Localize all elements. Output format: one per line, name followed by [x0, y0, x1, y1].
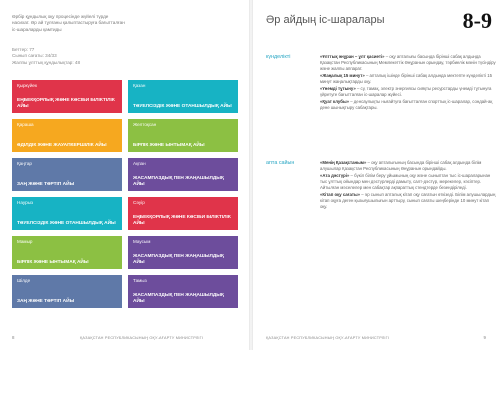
section-body [320, 54, 496, 112]
activity-title: «Қуат клубы» [320, 98, 350, 104]
month-category: ЕҢБЕКҚОРЛЫҚ ЖӘНЕ КӘСІБИ БІЛІКТІЛІК АЙЫ [17, 98, 115, 109]
right-page [254, 0, 500, 350]
activity-item [320, 99, 496, 111]
month-category: ТӘУЕЛСІЗДІК ЖӘНЕ ОТАНШЫЛДЫҚ АЙЫ [17, 220, 116, 226]
month-category: ЖАСАМПАЗДЫҚ ПЕН ЖАҢАШЫЛДЫҚ АЙЫ [133, 293, 224, 304]
month-name: Қаңтар [17, 161, 32, 166]
month-name: Қараша [17, 122, 34, 127]
month-name: Желтоқсан [133, 122, 157, 127]
month-name: Шілде [17, 278, 31, 283]
month-tile [128, 80, 238, 113]
activity-title: «Менің Қазақстаным» [320, 160, 367, 165]
activity-text: – оқу апталығының басында бірінші сабақ алдында білім алушылар Қазақстан Республикасының Әнұранын орындайды. [320, 160, 482, 172]
month-name: Наурыз [17, 200, 34, 205]
activity-text: – су, тамақ, электр энергиясы сияқты ресурстарды үнемді тұтынуға үйретуге бағытталған іс-шаралар жүйесі. [320, 86, 492, 98]
section-body [320, 160, 496, 211]
left-page [0, 0, 248, 350]
activity-title: «Ұлттық әнұран – ұлт қасиеті» [320, 54, 385, 59]
month-category: ТӘУЕЛСІЗДІК ЖӘНЕ ОТАНШЫЛДЫҚ АЙЫ [133, 103, 232, 109]
page-title: Әр айдың іс-шаралары [266, 14, 385, 26]
activity-item [320, 192, 496, 211]
meta-line: Беттер: 77 [12, 47, 35, 52]
activity-item [320, 54, 496, 73]
meta-info [12, 47, 152, 66]
activity-item [320, 73, 496, 85]
activity-item [320, 160, 496, 172]
activity-item [320, 86, 496, 98]
activity-title: «Кітап оқу сағаты» [320, 192, 361, 198]
month-tile [12, 80, 122, 113]
month-name: Қазан [133, 83, 146, 88]
page-footer: ҚАЗАҚСТАН РЕСПУБЛИКАСЫНЫҢ ОҚУ-АҒАРТУ МИНИСТРЛІГІ [266, 336, 390, 340]
month-category: ЗАҢ ЖӘНЕ ТӘРТІП АЙЫ [17, 181, 75, 187]
month-name: Тамыз [133, 278, 147, 283]
month-name: Сәуір [133, 200, 145, 205]
month-tile [12, 119, 122, 152]
month-tile [12, 275, 122, 308]
page-range: 8-9 [462, 8, 492, 33]
section-label: апта сайын [266, 160, 295, 166]
activity-title: «Жаңалық 15 минут» [320, 73, 365, 79]
month-tile [12, 158, 122, 191]
month-category: ӘДІЛДІК ЖӘНЕ ЖАУАПКЕРШІЛІК АЙЫ [17, 142, 107, 148]
month-category: БІРЛІК ЖӘНЕ ЫНТЫМАҚ АЙЫ [17, 259, 89, 265]
month-category: ЖАСАМПАЗДЫҚ ПЕН ЖАҢАШЫЛДЫҚ АЙЫ [133, 254, 224, 265]
month-tile [128, 275, 238, 308]
meta-line: Сынып сағаты: 34/33 [12, 53, 57, 59]
activity-text: – оқу апталығы басында бірінші сабақ алдында Қазақстан Республикасының Мемлекеттік Әнұранын орындау, тәрбиелік мәнін түсіндіру және жалпы аппарат. [320, 54, 496, 72]
month-tile [128, 119, 238, 152]
activity-item [320, 173, 496, 192]
activity-text: – әр сынып апталық кітап оқу сағатын өткізеді. Білім алушылардың кітап оқуға деген қызығушылығын арттыру, сынып сағаты шеңберінде 10 минут кітап оқу. [320, 192, 496, 210]
month-tile [12, 236, 122, 269]
month-name: Қыркүйек [17, 83, 37, 88]
month-tile [128, 236, 238, 269]
page-number: 9 [483, 335, 486, 340]
month-name: Мамыр [17, 239, 33, 244]
month-name: Маусым [133, 239, 151, 244]
month-category: ЖАСАМПАЗДЫҚ ПЕН ЖАҢАШЫЛДЫҚ АЙЫ [133, 176, 224, 187]
book-gutter [249, 0, 253, 350]
activity-text: – денсаулықты нығайтуға бағытталған спорттық іс-шаралар, сондай-ақ дене шынықтыру сабақтары. [320, 98, 493, 111]
month-tile [12, 197, 122, 230]
activity-text: – бүкіл білім беру ұйымының оқу және сыныптан тыс іс-шараларынан тыс ұлттық ойындар мен дәстүрлерді дамыту, салт-дәстүр, мерекелер, кәсіптер. Айтылған мәселелер мен сабақтар ақпараттық стендтерде безендіріледі. [320, 172, 491, 191]
month-tile [128, 158, 238, 191]
page-number: 8 [12, 335, 15, 340]
intro-text: Өрбір құндылық оқу процесінде жүйелі түрде насихат. Әр ай тұлғаны қалыптастыруға бағытталған іс-шараларды қамтиды [12, 14, 125, 32]
section-label: күнделікті [266, 54, 291, 60]
page-footer: ҚАЗАҚСТАН РЕСПУБЛИКАСЫНЫҢ ОҚУ-АҒАРТУ МИНИСТРЛІГІ [80, 336, 204, 340]
meta-line: Жалпы ұлттық құндылықтар: 48 [12, 59, 81, 65]
activity-text: – апталық ішінде бірінші сабақ алдында мектепте күнделікті 15 минут жаңалықтарды оқу. [320, 73, 492, 85]
month-tile [128, 197, 238, 230]
month-category: БІРЛІК ЖӘНЕ ЫНТЫМАҚ АЙЫ [133, 142, 205, 148]
activity-title: «Үнемді тұтыну» [320, 86, 356, 92]
month-name: Ақпан [133, 161, 146, 166]
month-category: ЕҢБЕКҚОРЛЫҚ ЖӘНЕ КӘСІБИ БІЛІКТІЛІК АЙЫ [133, 215, 231, 226]
month-category: ЗАҢ ЖӘНЕ ТӘРТІП АЙЫ [17, 298, 75, 304]
activity-title: «Ата дәстүрі» [320, 172, 350, 178]
